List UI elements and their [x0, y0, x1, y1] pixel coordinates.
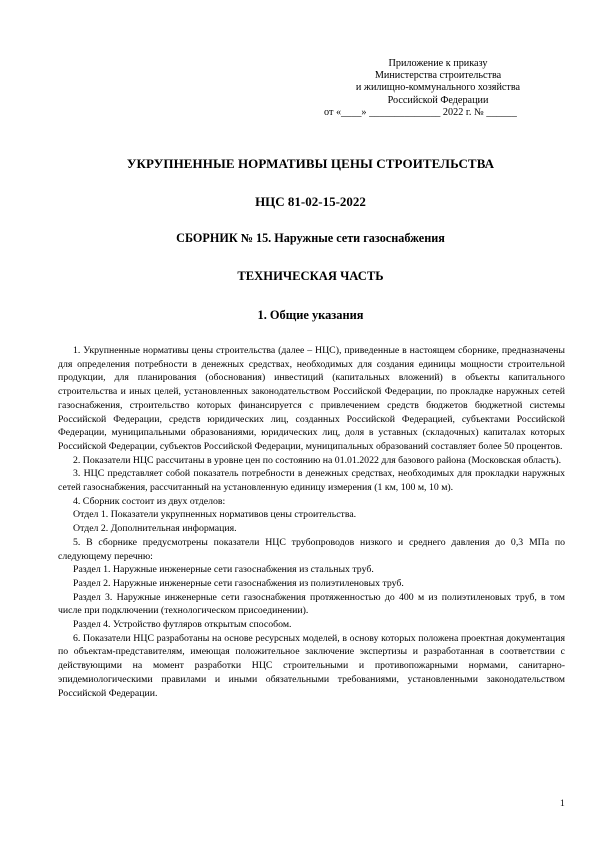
section-2-item: Раздел 2. Наружные инженерные сети газоснабжения из полиэтиленовых труб.: [73, 577, 404, 589]
body-text: [58, 344, 565, 700]
approval-line: Министерства строительства: [374, 70, 502, 82]
document-title: УКРУПНЕННЫЕ НОРМАТИВЫ ЦЕНЫ СТРОИТЕЛЬСТВА: [126, 156, 495, 171]
paragraph-3: 3. НЦС представляет собой показатель потребности в денежных средствах, необходимых для прокладки наружных сетей газоснабжения, рассчитанный на установленную единицу измерения (1 км, 100 м, 10 м).: [58, 468, 565, 494]
section-1-item: Раздел 1. Наружные инженерные сети газоснабжения из стальных труб.: [73, 564, 374, 576]
page-number: 1: [560, 799, 565, 809]
approval-line: Российской Федерации: [387, 94, 489, 106]
paragraph-1: 1. Укрупненные нормативы цены строительства (далее – НЦС), приведенные в настоящем сборнике, предназначены для определения потребности в денежных средствах, необходимых для создания единицы мощности строительной продукции, для планирования (обоснования) инвестиций (капитальных вложений) в объекты капитального строительства и иных целей, установленных законодательством Российской Федерации, по прокладке наружных сетей газоснабжения, строительство которых финансируется с привлечением средств бюджетов бюджетной системы Российской Федерации, средств юридических лиц, созданных Российской Федерацией, субъектами Российской Федерации, муниципальными образованиями, юридических лиц, доля в уставных (складочных) капиталах которых Российской Федерации, субъектов Российской Федерации, муниципальных образований составляет более 50 процентов.: [58, 345, 565, 452]
approval-date-line: от «____» ______________ 2022 г. № ______: [324, 106, 517, 118]
division-2-item: Отдел 2. Дополнительная информация.: [73, 523, 237, 535]
collection-title: СБОРНИК № 15. Наружные сети газоснабжения: [176, 231, 445, 245]
paragraph-5: 5. В сборнике предусмотрены показатели НЦС трубопроводов низкого и среднего давления до 0,3 МПа по следующему перечню:: [58, 536, 565, 562]
approval-line: и жилищно-коммунального хозяйства: [355, 82, 521, 94]
paragraph-6: 6. Показатели НЦС разработаны на основе ресурсных моделей, в основу которых положена проектная документация по объектам-представителям, имеющая положительное заключение экспертизы и разработанная в соответствии с действующими на момент разработки НЦС строительными и противопожарными нормами, санитарно-эпидемиологическими правилами и иными обязательными требованиями, установленными законодательством Российской Федерации.: [58, 632, 565, 699]
division-1-item: Отдел 1. Показатели укрупненных нормативов цены строительства.: [73, 509, 357, 521]
document-code: НЦС 81-02-15-2022: [255, 194, 366, 209]
section-title: 1. Общие указания: [257, 308, 364, 322]
part-title: ТЕХНИЧЕСКАЯ ЧАСТЬ: [237, 269, 384, 283]
paragraph-2: 2. Показатели НЦС рассчитаны в уровне цен по состоянию на 01.01.2022 для базового района (Московская область).: [73, 454, 562, 466]
section-3-item: Раздел 3. Наружные инженерные сети газоснабжения протяженностью до 400 м из полиэтиленовых труб, в том числе при подключении (технологическом присоединении).: [58, 591, 565, 617]
paragraph-4: 4. Сборник состоит из двух отделов:: [73, 495, 226, 507]
section-4-item: Раздел 4. Устройство футляров открытым способом.: [73, 619, 292, 631]
approval-line: Приложение к приказу: [388, 58, 488, 69]
approval-block: [318, 58, 558, 119]
